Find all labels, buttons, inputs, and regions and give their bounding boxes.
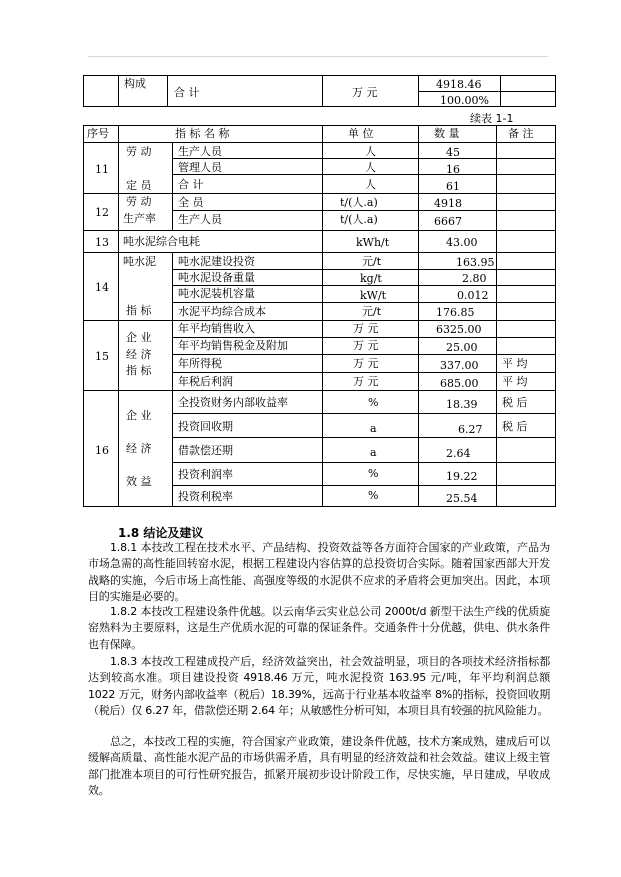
item-qty: 19.22 bbox=[446, 470, 478, 483]
item-unit: 元/t bbox=[362, 255, 382, 268]
row-no: 13 bbox=[95, 236, 109, 249]
item-name: 投资利税率 bbox=[178, 490, 233, 503]
item-name: 借款偿还期 bbox=[178, 444, 233, 457]
item-qty: 337.00 bbox=[440, 359, 479, 372]
row-no: 15 bbox=[95, 350, 109, 363]
row-no: 16 bbox=[95, 444, 109, 457]
item-qty: 0.012 bbox=[457, 289, 489, 302]
item-unit: 人 bbox=[365, 161, 376, 174]
group-label: 企 业 bbox=[126, 409, 152, 422]
item-qty: 6.27 bbox=[458, 423, 483, 436]
group-label: 定 员 bbox=[126, 179, 152, 192]
top-table-unit: 万 元 bbox=[352, 86, 378, 99]
item-name: 吨水泥设备重量 bbox=[178, 271, 255, 284]
item-unit: a bbox=[370, 446, 377, 459]
paragraph: 1.8.1 本技改工程在技术水平、产品结构、投资效益等各方面符合国家的产业政策，产品为市场急需的高性能回转窑水泥，根据工程建设内容估算的总投资切合实际。随着国家西部大开发战略的实施，今后市场上高性能、高强度等级的水泥供不应求的矛盾将会更加突出。因此，本项目的实施是必要的。 bbox=[88, 541, 550, 604]
item-name: 年所得税 bbox=[178, 357, 222, 370]
header-indicator: 指 标 名 称 bbox=[175, 127, 230, 140]
item-name: 生产人员 bbox=[178, 213, 222, 226]
section-title: 1.8 结论及建议 bbox=[118, 526, 204, 540]
top-table-label: 构成 bbox=[124, 77, 146, 90]
item-qty: 43.00 bbox=[446, 236, 478, 249]
group-label: 生产率 bbox=[123, 212, 156, 225]
item-unit: t/(人.a) bbox=[340, 213, 378, 226]
item-qty: 16 bbox=[446, 163, 460, 176]
header-rule bbox=[88, 56, 548, 57]
row-no: 12 bbox=[95, 206, 109, 219]
item-unit: 万 元 bbox=[353, 339, 379, 352]
item-unit: 人 bbox=[365, 145, 376, 158]
item-name: 吨水泥综合电耗 bbox=[123, 235, 200, 248]
group-label: 指 标 bbox=[126, 364, 152, 377]
item-qty: 45 bbox=[446, 146, 460, 159]
group-label: 效 益 bbox=[126, 475, 152, 488]
item-qty: 2.80 bbox=[462, 272, 487, 285]
row-no: 14 bbox=[95, 281, 109, 294]
item-qty: 25.54 bbox=[446, 492, 478, 505]
item-name: 投资利润率 bbox=[178, 468, 233, 481]
item-name: 水泥平均综合成本 bbox=[178, 305, 266, 318]
item-qty: 4918 bbox=[434, 197, 462, 210]
item-unit: 万 元 bbox=[353, 322, 379, 335]
item-unit: kW/t bbox=[360, 289, 387, 302]
paragraph: 1.8.3 本技改工程建成投产后，经济效益突出，社会效益明显，项目的各项技术经济指标都达到较高水准。项目建设投资 4918.46 万元，吨水泥投资 163.95 元/吨，年平均利润总额 1022 万元，财务内部收益率（税后）18.39%，远高于行业基本收益率 8%的指标，投资回收期（税后）仅 6.27 年，借款偿还期 2.64 年；从敏感性分析可知，本项目具有较强的抗风险能力。 bbox=[88, 655, 550, 718]
group-label: 经 济 bbox=[126, 442, 152, 455]
item-unit: 万 元 bbox=[353, 375, 379, 388]
header-no: 序号 bbox=[87, 127, 109, 140]
top-table-value1: 4918.46 bbox=[436, 78, 482, 91]
item-unit: t/(人.a) bbox=[340, 196, 378, 209]
item-remark: 税 后 bbox=[502, 420, 528, 433]
item-unit: kg/t bbox=[360, 272, 382, 285]
row-no: 11 bbox=[95, 163, 109, 176]
item-name: 管理人员 bbox=[178, 161, 222, 174]
item-unit: % bbox=[368, 467, 379, 480]
item-name: 年平均销售收入 bbox=[178, 322, 255, 335]
item-unit: 万 元 bbox=[353, 357, 379, 370]
item-unit: 元/t bbox=[362, 305, 382, 318]
item-qty: 176.85 bbox=[436, 306, 475, 319]
item-qty: 163.95 bbox=[456, 256, 495, 269]
item-unit: a bbox=[370, 422, 377, 435]
item-unit: % bbox=[368, 396, 379, 409]
item-name: 生产人员 bbox=[178, 145, 222, 158]
group-label: 劳 动 bbox=[126, 145, 152, 158]
item-remark: 税 后 bbox=[502, 396, 528, 409]
item-unit: 人 bbox=[365, 178, 376, 191]
header-unit: 单 位 bbox=[348, 127, 374, 140]
group-label: 劳 动 bbox=[126, 195, 152, 208]
header-qty: 数 量 bbox=[434, 127, 460, 140]
item-name: 年平均销售税金及附加 bbox=[178, 339, 288, 352]
item-name: 吨水泥装机容量 bbox=[178, 287, 255, 300]
item-name: 年税后利润 bbox=[178, 375, 233, 388]
item-name: 吨水泥建设投资 bbox=[178, 255, 255, 268]
paragraph: 总之，本技改工程的实施，符合国家产业政策，建设条件优越，技术方案成熟，建成后可以缓解高质量、高性能水泥产品的市场供需矛盾，具有明显的经济效益和社会效益。建议上级主管部门批准本项目的可行性研究报告，抓紧开展初步设计阶段工作，尽快实施，早日建成，早收成效。 bbox=[88, 735, 550, 798]
top-table-value2: 100.00% bbox=[440, 94, 489, 107]
item-name: 全 员 bbox=[178, 196, 204, 209]
item-qty: 61 bbox=[446, 180, 460, 193]
item-qty: 685.00 bbox=[440, 377, 479, 390]
group-label: 经 济 bbox=[126, 348, 152, 361]
item-unit: kWh/t bbox=[356, 236, 390, 249]
item-qty: 6667 bbox=[434, 215, 462, 228]
table-caption: 续表 1-1 bbox=[470, 112, 514, 125]
item-unit: % bbox=[368, 489, 379, 502]
item-remark: 平 均 bbox=[502, 375, 528, 388]
item-name: 投资回收期 bbox=[178, 420, 233, 433]
item-qty: 18.39 bbox=[446, 398, 478, 411]
group-label: 企 业 bbox=[126, 331, 152, 344]
group-label: 吨水泥 bbox=[123, 255, 156, 268]
header-remark: 备 注 bbox=[508, 127, 534, 140]
item-name: 全投资财务内部收益率 bbox=[178, 396, 288, 409]
group-label: 指 标 bbox=[126, 304, 152, 317]
item-qty: 25.00 bbox=[446, 341, 478, 354]
item-qty: 6325.00 bbox=[436, 323, 482, 336]
paragraph: 1.8.2 本技改工程建设条件优越。以云南华云实业总公司 2000t/d 新型干法生产线的优质旋窑熟料为主要原料，这是生产优质水泥的可靠的保证条件。交通条件十分优越，供电、供水条件也有保障。 bbox=[88, 605, 550, 651]
item-name: 合 计 bbox=[178, 178, 204, 191]
item-qty: 2.64 bbox=[446, 447, 471, 460]
item-remark: 平 均 bbox=[502, 357, 528, 370]
top-table-total-label: 合 计 bbox=[174, 86, 200, 99]
